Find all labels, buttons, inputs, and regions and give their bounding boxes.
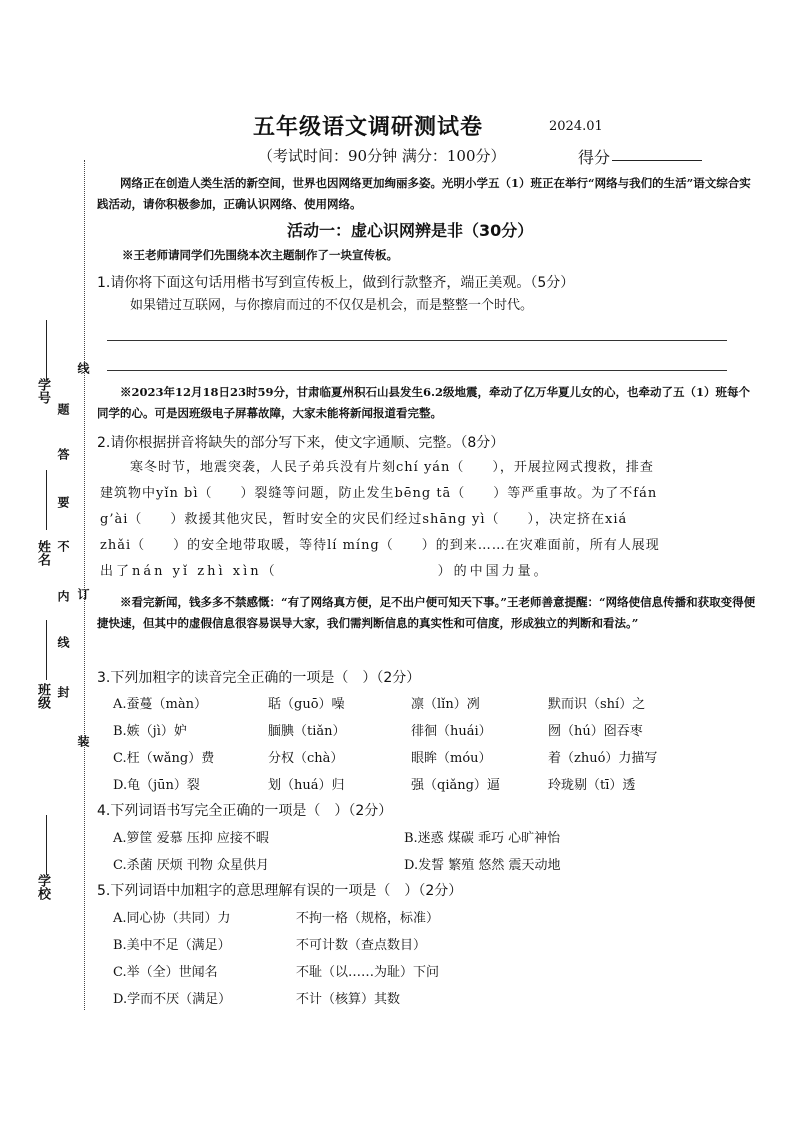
- seal-char: 线: [56, 636, 70, 648]
- q3-option: A.蚕蔓（màn）: [113, 697, 207, 712]
- seal-char: 线: [76, 362, 90, 374]
- q3-option: C.枉（wǎng）费: [113, 751, 215, 766]
- q1-answer-line-1[interactable]: [107, 340, 727, 341]
- q2-line: zhǎi（ ）的安全地带取暖，等待lí míng（ ）的到来……在灾难面前，所有人展现: [100, 538, 660, 553]
- q4-prompt: 4.下列词语书写完全正确的一项是（ ）（2分）: [97, 803, 393, 819]
- warn-note: ※看完新闻，钱多多不禁感慨：“有了网络真方便，足不出户便可知天下事。”王老师善意提醒：“网络使信息传播和获取变得便捷快速，但其中的虚假信息很容易误导大家，我们需判断信息的真实性和可信度，形成独立的判断和看法。”: [97, 595, 756, 630]
- q3-option: 腼腆（tiǎn）: [268, 724, 346, 739]
- seal-char: 不: [56, 540, 70, 552]
- q3-option: 聒（guō）噪: [268, 697, 345, 712]
- seal-char: 内: [56, 590, 70, 602]
- q5-option: 不可计数（查点数目）: [296, 938, 427, 953]
- name-label: 姓名: [35, 540, 50, 566]
- seal-char: 题: [56, 403, 70, 415]
- q3-option: 分权（chà）: [268, 751, 344, 766]
- binding-dotted-line: [84, 160, 85, 1010]
- q5-option: 不拘一格（规格，标准）: [296, 911, 440, 926]
- score-label: 得分: [578, 148, 611, 167]
- q3-option: 玲珑剔（tī）透: [548, 778, 636, 793]
- student-id-blank[interactable]: [46, 320, 47, 380]
- news-note: ※2023年12月18日23时59分，甘肃临夏州积石山县发生6.2级地震，牵动了亿万华夏儿女的心，也牵动了五（1）班每个同学的心。可是因班级电子屏幕故障，大家未能将新闻报道看完整。: [97, 385, 751, 420]
- class-blank[interactable]: [46, 620, 47, 680]
- q3-prompt: 3.下列加粗字的读音完全正确的一项是（ ）（2分）: [97, 670, 421, 686]
- q4-option: B.迷惑 煤碳 乖巧 心旷神怡: [404, 831, 561, 846]
- seal-char: 装: [76, 735, 90, 747]
- q5-option: D.学而不厌（满足）: [113, 992, 232, 1007]
- q5-prompt: 5.下列词语中加粗字的意思理解有误的一项是（ ）（2分）: [97, 883, 463, 899]
- q1-sentence: 如果错过互联网，与你擦肩而过的不仅仅是机会，而是整整一个时代。: [130, 298, 534, 313]
- q5-option: 不计（核算）其数: [296, 992, 401, 1007]
- q3-option: 默而识（shí）之: [548, 697, 646, 712]
- seal-char: 答: [56, 448, 70, 460]
- q5-option: C.举（全）世闻名: [113, 965, 218, 980]
- q1-answer-line-2[interactable]: [107, 370, 727, 371]
- q3-option: 徘徊（huái）: [411, 724, 492, 739]
- seal-char: 封: [56, 686, 70, 698]
- activity1-note: ※王老师请同学们先围绕本次主题制作了一块宣传板。: [122, 248, 398, 262]
- q2-prompt: 2.请你根据拼音将缺失的部分写下来，使文字通顺、完整。（8分）: [97, 435, 505, 451]
- q5-option: A.同心协（共同）力: [113, 911, 231, 926]
- q2-line: 建筑物中yǐn bì（ ）裂缝等问题，防止发生bēng tā（ ）等严重事故。为了不fán: [100, 486, 658, 501]
- school-label: 学校: [35, 874, 50, 900]
- school-blank[interactable]: [46, 815, 47, 875]
- intro-paragraph: 网络正在创造人类生活的新空间，世界也因网络更加绚丽多姿。光明小学五（1）班正在举行“网络与我们的生活”语文综合实践活动，请你积极参加，正确认识网络、使用网络。: [97, 176, 751, 211]
- q1-prompt: 1.请你将下面这句话用楷书写到宣传板上，做到行款整齐，端正美观。（5分）: [97, 275, 575, 291]
- q5-option: 不耻（以……为耻）下问: [296, 965, 440, 980]
- q3-option: 囫（hú）囵吞枣: [548, 724, 643, 739]
- seal-char: 要: [56, 496, 70, 508]
- exam-title: 五年级语文调研测试卷: [253, 115, 484, 140]
- exam-date: 2024.01: [549, 119, 603, 134]
- q3-option: D.龟（jūn）裂: [113, 778, 200, 793]
- q2-line: 出了nán yǐ zhì xìn（ ）的中国力量。: [100, 564, 550, 579]
- q3-option: 着（zhuó）力描写: [548, 751, 658, 766]
- student-id-label: 学号: [35, 378, 50, 404]
- seal-char: 订: [76, 588, 90, 600]
- q3-option: B.嫉（jì）妒: [113, 724, 187, 739]
- q2-line: g’ài（ ）救援其他灾民，暂时安全的灾民们经过shāng yì（ ），决定挤在xiá: [100, 512, 628, 527]
- q4-option: D.发誓 繁殖 悠然 震天动地: [404, 858, 561, 873]
- activity1-title: 活动一：虚心识网辨是非（30分）: [287, 221, 534, 240]
- q3-option: 强（qiǎng）逼: [411, 778, 500, 793]
- q4-option: C.杀菌 厌烦 刊物 众星供月: [113, 858, 270, 873]
- name-blank[interactable]: [46, 470, 47, 530]
- q2-line: 寒冬时节，地震突袭，人民子弟兵没有片刻chí yán（ ），开展拉网式搜救，排查: [130, 460, 654, 475]
- class-label: 班级: [35, 683, 50, 709]
- exam-info: （考试时间：90分钟 满分：100分）: [258, 147, 506, 165]
- q3-option: 划（huá）归: [268, 778, 345, 793]
- q3-option: 眼眸（móu）: [411, 751, 492, 766]
- score-blank[interactable]: [612, 160, 702, 161]
- q5-option: B.美中不足（满足）: [113, 938, 231, 953]
- q3-option: 凛（lǐn）冽: [411, 697, 480, 712]
- q4-option: A.箩筐 爱慕 压抑 应接不暇: [113, 831, 269, 846]
